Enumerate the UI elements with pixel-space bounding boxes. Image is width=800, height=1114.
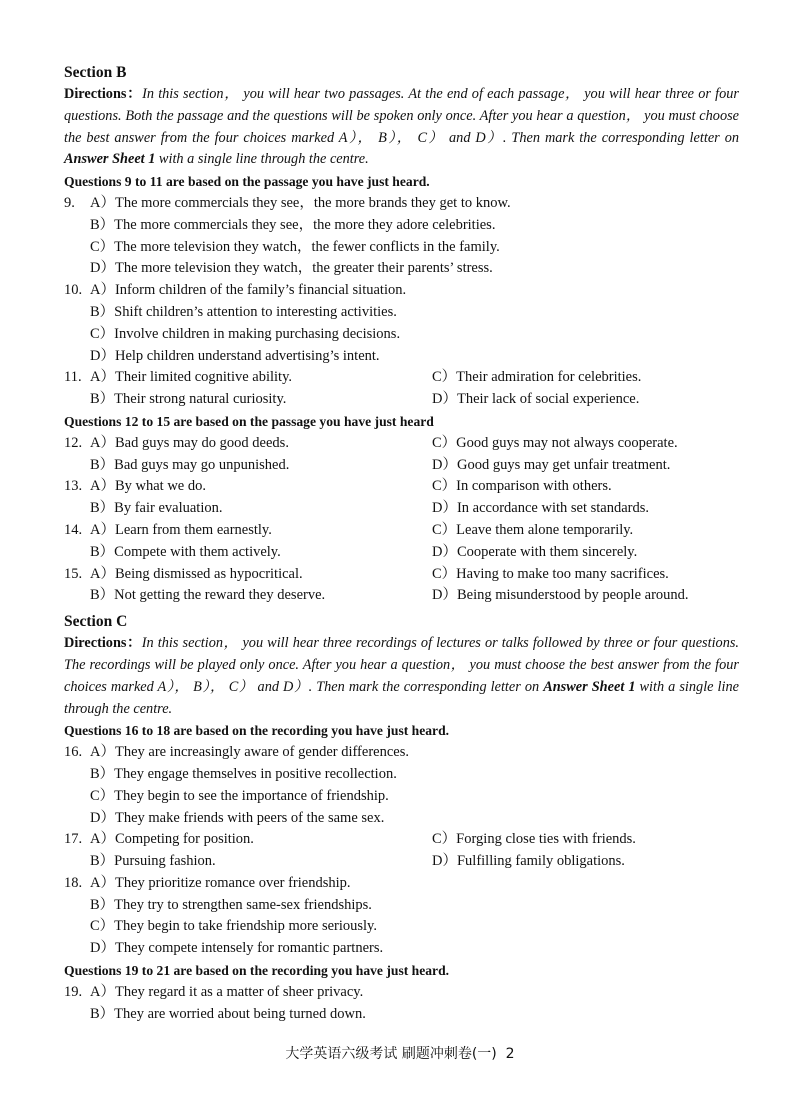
- option-d: D）Cooperate with them sincerely.: [432, 543, 638, 560]
- option-d: D）They make friends with peers of the same sex.: [90, 809, 385, 826]
- option-c: C）Good guys may not always cooperate.: [432, 434, 678, 451]
- option-a: A）They regard it as a matter of sheer privacy.: [90, 983, 364, 1000]
- option-b: B）Compete with them actively.: [90, 543, 281, 560]
- option-c: C）They begin to see the importance of friendship.: [90, 787, 389, 804]
- question-group-header: Questions 19 to 21 are based on the recording you have just heard.: [64, 963, 450, 979]
- option-d: D）They compete intensely for romantic partners.: [90, 940, 384, 957]
- question-12: [64, 433, 739, 477]
- question-number: 13.: [64, 478, 83, 495]
- option-d: D）Good guys may get unfair treatment.: [432, 456, 671, 473]
- option-b: B）The more commercials they see，the more they adore celebrities.: [90, 216, 496, 233]
- option-a: A）Competing for position.: [90, 831, 254, 848]
- option-c: C）Involve children in making purchasing decisions.: [90, 325, 401, 342]
- option-b: B）Pursuing fashion.: [90, 853, 216, 870]
- option-c: C）Leave them alone temporarily.: [432, 521, 634, 538]
- option-a: A）Learn from them earnestly.: [90, 521, 272, 538]
- option-b: B）Bad guys may go unpunished.: [90, 456, 290, 473]
- question-9: [64, 193, 739, 280]
- option-b: B）They are worried about being turned down.: [90, 1005, 366, 1022]
- option-a: A）By what we do.: [90, 478, 206, 495]
- question-11: [64, 367, 739, 411]
- question-14: [64, 520, 739, 564]
- question-17: [64, 829, 739, 873]
- option-b: B）Not getting the reward they deserve.: [90, 587, 326, 604]
- option-d: D）The more television they watch，the greater their parents’ stress.: [90, 260, 493, 277]
- option-d: D）Help children understand advertising’s intent.: [90, 347, 380, 364]
- footer-title: 大学英语六级考试 刷题冲刺卷(一): [285, 1046, 497, 1062]
- question-19: [64, 982, 739, 1026]
- option-c: C）The more television they watch，the fewer conflicts in the family.: [90, 238, 500, 255]
- option-a: A）Being dismissed as hypocritical.: [90, 565, 303, 582]
- directions-label: Directions：: [64, 635, 142, 652]
- option-c: C）Having to make too many sacrifices.: [432, 565, 669, 582]
- question-18: [64, 873, 739, 960]
- question-number: 15.: [64, 565, 83, 582]
- option-a: A）Inform children of the family’s financial situation.: [90, 282, 407, 299]
- option-d: D）Being misunderstood by people around.: [432, 587, 689, 604]
- option-b: B）Their strong natural curiosity.: [90, 391, 287, 408]
- option-c: C）In comparison with others.: [432, 478, 612, 495]
- question-number: 12.: [64, 434, 83, 451]
- section-b-title: Section B: [64, 64, 127, 81]
- question-number: 10.: [64, 282, 83, 299]
- option-a: A）Bad guys may do good deeds.: [90, 434, 289, 451]
- option-b: B）They engage themselves in positive recollection.: [90, 765, 397, 782]
- page-footer: [0, 1043, 800, 1063]
- option-d: D）Fulfilling family obligations.: [432, 853, 625, 870]
- option-a: A）They prioritize romance over friendship.: [90, 874, 351, 891]
- option-d: D）In accordance with set standards.: [432, 500, 650, 517]
- option-a: A）They are increasingly aware of gender differences.: [90, 744, 409, 761]
- question-group-header: Questions 12 to 15 are based on the passage you have just heard: [64, 413, 434, 429]
- option-d: D）Their lack of social experience.: [432, 391, 640, 408]
- option-c: C）Their admiration for celebrities.: [432, 369, 642, 386]
- question-number: 9.: [64, 194, 75, 211]
- option-c: C）Forging close ties with friends.: [432, 831, 636, 848]
- question-number: 11.: [64, 369, 82, 386]
- section-c-title: Section C: [64, 613, 128, 631]
- question-group-header: Questions 16 to 18 are based on the recording you have just heard.: [64, 723, 450, 739]
- question-number: 17.: [64, 831, 83, 848]
- question-number: 14.: [64, 521, 83, 538]
- directions-label: Directions：: [64, 86, 143, 102]
- question-16: [64, 742, 739, 829]
- option-b: B）They try to strengthen same-sex friendships.: [90, 896, 372, 913]
- option-b: B）Shift children’s attention to interesting activities.: [90, 303, 397, 320]
- question-number: 19.: [64, 983, 83, 1000]
- section-b-directions: Directions：In this section， you will hear two passages. At the end of each passage， you will hear three or four questions. Both the passage and the questions will be spoken only once. After you hear a question， you must choose the best answer from the four choices marked A）， B）， C） and D）. Then mark the corresponding letter on Answer Sheet 1 with a single line through the centre.: [64, 86, 739, 168]
- option-a: A）The more commercials they see，the more brands they get to know.: [90, 194, 511, 211]
- question-number: 16.: [64, 744, 83, 761]
- option-b: B）By fair evaluation.: [90, 500, 223, 517]
- page-number: 2: [505, 1046, 515, 1062]
- exam-page: [64, 62, 739, 1025]
- question-10: [64, 280, 739, 367]
- option-a: A）Their limited cognitive ability.: [90, 369, 293, 386]
- section-c-directions: Directions：In this section， you will hear three recordings of lectures or talks followed by three or four questions. The recordings will be played only once. After you hear a question， you must choose the best answer from the four choices marked A）， B）， C） and D）. Then mark the corresponding letter on Answer Sheet 1 with a single line through the centre.: [64, 635, 739, 717]
- option-c: C）They begin to take friendship more seriously.: [90, 918, 377, 935]
- question-number: 18.: [64, 874, 83, 891]
- question-13: [64, 476, 739, 520]
- question-15: [64, 564, 739, 608]
- question-group-header: Questions 9 to 11 are based on the passage you have just heard.: [64, 174, 430, 190]
